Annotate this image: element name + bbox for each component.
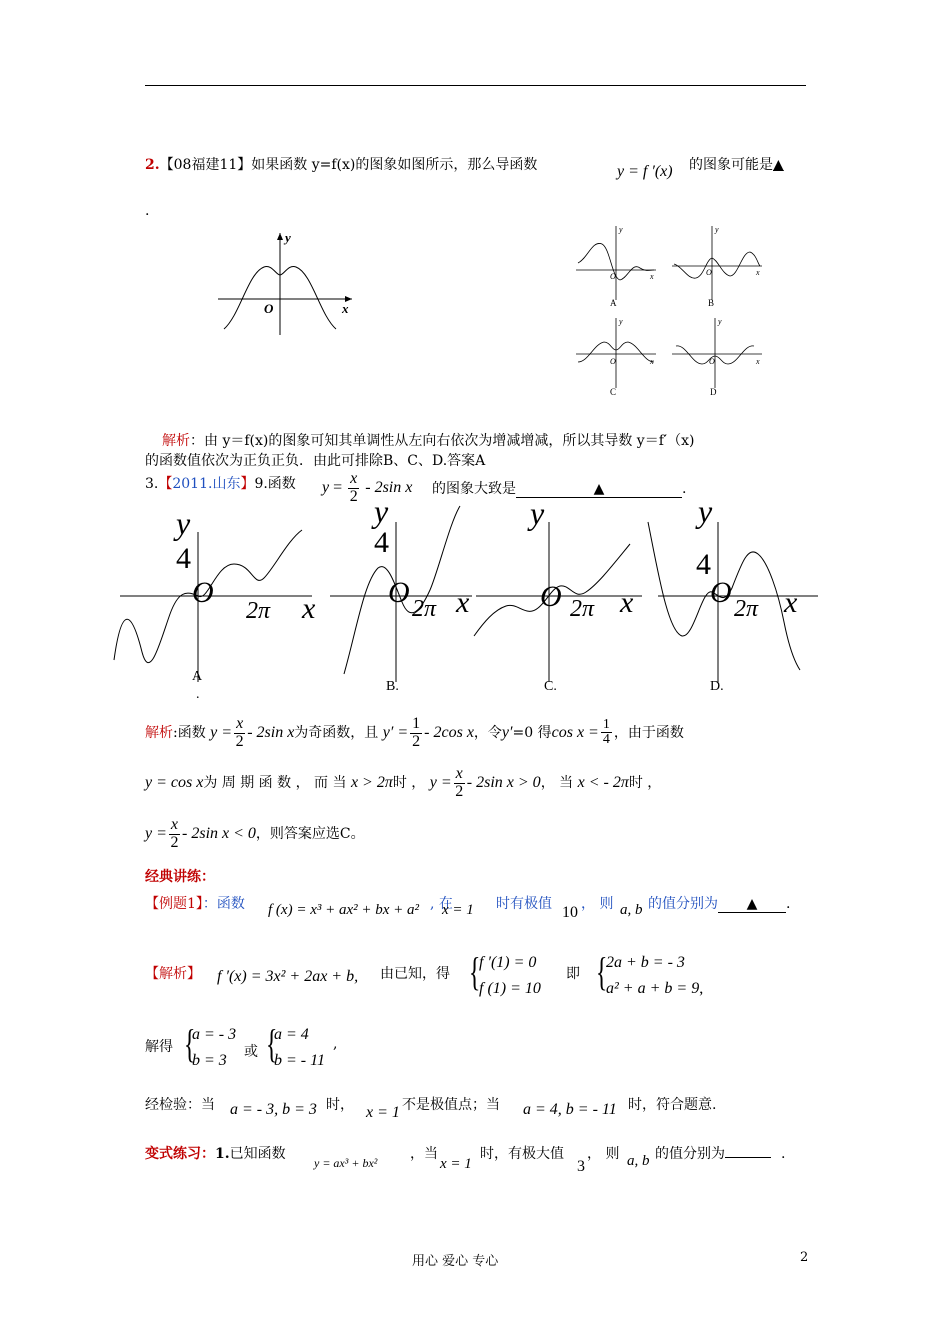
x-label: x [342, 301, 349, 316]
q3-period: . [682, 481, 687, 497]
ex1-ji: 即 [566, 966, 580, 982]
ex1-set2-brace: { [265, 1021, 278, 1066]
q3-l1-yprime0: y′ [501, 723, 513, 741]
q3-l1-deriv [382, 715, 474, 750]
option-b-x: x [756, 268, 760, 277]
y-label: y [285, 230, 291, 245]
q3-number: 3. [145, 476, 159, 492]
var-text3: 时，有极大值 [480, 1146, 564, 1162]
footer-center: 用心 爱心 专心 [412, 1254, 499, 1269]
ex1-set1-b: b = 3 [192, 1052, 227, 1069]
q2-main-graph [212, 225, 362, 340]
q3-graph-d [648, 493, 818, 694]
option-a-o: O [610, 272, 616, 281]
ex1-sys1-b: f (1) = 10 [479, 980, 541, 997]
q3-l2f: x < - 2π [577, 773, 629, 791]
ex1-comma2: , [333, 1036, 338, 1052]
q3-graphs [112, 492, 820, 712]
ex1-sys2-comma: , [699, 980, 704, 997]
q3-l1-frac-den: 2 [235, 732, 244, 750]
page-number: 2 [800, 1250, 809, 1265]
q3-l3-lt0: - 2sin x < 0 [182, 824, 256, 842]
q3-text2: 的图象大致是 [432, 481, 516, 497]
ex1-cond2: a = 4, b = - 11 [523, 1101, 617, 1118]
q3-a-four: 4 [176, 542, 191, 575]
q2-formula: y = f ′(x) [617, 163, 673, 180]
q3-l3-expr: y = $\frac{x}{2}$ - 2sin x < 0 [145, 816, 256, 851]
q3-l1-frac [234, 716, 245, 751]
ex1-sol-known: 由已知，得 [380, 966, 450, 982]
q3-a-2pi: 2π [246, 598, 271, 624]
q3-text1: 9.函数 [254, 476, 296, 492]
q3-l3-y: y [145, 824, 153, 842]
option-c-x: x [650, 357, 654, 366]
q3-a-y: y [176, 505, 191, 541]
q3-b-2pi: 2π [412, 596, 437, 622]
q3-l3-frac-num: x [170, 816, 179, 833]
option-c-o: O [610, 357, 616, 366]
q3-a-label: A [192, 669, 203, 684]
option-c-y: y [619, 317, 623, 326]
ex1-check3: 不是极值点；当 [402, 1097, 500, 1113]
q2-options-graphs [570, 218, 770, 398]
ex1-check4: 时，符合题意. [628, 1097, 717, 1113]
ex1-tag: 【例题1】 [145, 896, 203, 912]
ex1-sys2-a: 2a + b = - 3 [606, 954, 685, 971]
q3-l2-expr: y = $\frac{x}{2}$ - 2sin x > 0 [429, 765, 541, 800]
ex1-or: 或 [244, 1044, 258, 1060]
ex1-text5: 的值分别为 [648, 896, 718, 912]
q3-graph-c [474, 495, 642, 694]
ex1-triangle: ▲ [746, 896, 758, 912]
ex1-check1: 经检验：当 [145, 1097, 215, 1113]
q3-l2-frac-num: x [455, 765, 463, 782]
ex1-sys2-b-wrap [606, 980, 703, 998]
q3-analysis-line3 [145, 817, 365, 852]
q3-c-o: O [540, 580, 562, 613]
q3-l1a: :函数 [173, 724, 206, 741]
q3-l2a: y = cos x [145, 773, 204, 791]
ex1-ab: a, b [620, 902, 643, 918]
q3-l1-y: y [210, 723, 218, 741]
ex1-answer-blank [718, 896, 786, 913]
option-d-graph [672, 317, 762, 397]
q3-tag-text: 2011.山东 [172, 476, 241, 492]
ex1-sys1-a: f ′(1) = 0 [479, 954, 537, 971]
q3-a-o: O [192, 576, 214, 609]
q3-l1-frac2-num: 1 [412, 715, 421, 732]
q2-tag: 【08福建11】 [159, 157, 252, 173]
header-rule [145, 85, 806, 86]
q3-graph-b [330, 493, 472, 694]
q3-d-y: y [698, 493, 713, 529]
ex1-set1-brace: { [183, 1021, 196, 1066]
q3-l1b: 为奇函数，且 [294, 724, 379, 741]
q3-l2-gt0: - 2sin x > 0 [466, 773, 541, 791]
q3-l1-frac-num: x [236, 715, 244, 732]
q3-l3-frac-den: 2 [170, 833, 179, 851]
q2-analysis-line1 [162, 430, 694, 450]
q3-l3-frac [169, 817, 180, 852]
q3-l1-yprime: y′ = [382, 723, 409, 741]
var-text4: ， 则 [587, 1146, 620, 1162]
q3-eq: = [333, 478, 343, 496]
ex1-x1: x = 1 [442, 902, 474, 918]
option-a-graph [576, 225, 656, 308]
q3-l2-frac-den: 2 [455, 782, 464, 800]
q3-frac-num: x [350, 470, 358, 487]
q3-l1-frac3 [601, 718, 612, 748]
ex1-check-x1: x = 1 [366, 1104, 400, 1121]
q2-analysis-line2: 的函数值依次为正负正负．由此可排除B、C、D.答案A [145, 453, 486, 469]
q3-d-2pi: 2π [734, 596, 759, 622]
q2-text: 如果函数 y=f(x)的图象如图所示，那么导函数 [251, 157, 538, 173]
q3-analysis-line2 [145, 766, 661, 801]
ex1-line [145, 893, 245, 913]
q3-l1-frac3-num: 1 [602, 716, 610, 732]
q3-c-label: C. [544, 679, 557, 694]
var-label: 变式练习： [145, 1146, 215, 1162]
q3-a-dot: . [196, 687, 200, 702]
ex1-sys1-brace: { [468, 949, 481, 994]
q2-number: 2. [145, 157, 160, 173]
option-d-y: y [718, 317, 722, 326]
option-b-label: B [708, 298, 715, 308]
q3-l2g: 时 ， [628, 774, 662, 791]
y-axis-arrow [277, 233, 283, 240]
q3-graph-a [114, 505, 316, 702]
q2-answer-triangle: ▲ [773, 157, 784, 173]
option-b-graph [672, 225, 762, 308]
ex1-text4: ， 则 [581, 896, 614, 912]
ex1-sol-label: 【解析】 [145, 966, 201, 982]
q3-b-four: 4 [374, 526, 389, 559]
q3-b-o: O [388, 576, 410, 609]
var-text5-wrap [655, 1143, 785, 1163]
var-formula: y = ax³ + bx² [314, 1156, 378, 1170]
q3-l2-y: y [429, 773, 437, 791]
option-c-label: C [610, 387, 617, 397]
var-x1: x = 1 [440, 1156, 472, 1172]
q3-triangle: ▲ [593, 481, 605, 497]
origin-label: O [264, 301, 274, 316]
q3-rest: - 2sin x [365, 478, 413, 496]
q3-l2b: 为 周 期 函 数 ， 而 当 [203, 774, 347, 791]
ex1-sol-fprime: f ′(x) = 3x² + 2ax + b, [217, 968, 359, 985]
q3-d-x: x [784, 586, 798, 619]
q2-tail-text: 的图象可能是 [689, 157, 773, 173]
var-answer-blank [725, 1157, 771, 1158]
var-line [145, 1143, 286, 1163]
q3-c-x: x [620, 586, 634, 619]
q3-l1-frac3-den: 4 [602, 732, 610, 748]
ex1-formula: f (x) = x³ + ax² + bx + a² [268, 902, 420, 918]
q3-c-2pi: 2π [570, 596, 595, 622]
option-c-graph [576, 317, 656, 397]
q3-l1c: ，令 [473, 724, 502, 741]
ex1-set1-a: a = - 3 [192, 1026, 237, 1043]
ex1-set2-a: a = 4 [274, 1026, 309, 1043]
q2-tail [689, 154, 784, 174]
option-a-label: A [610, 298, 617, 308]
var-num: 1. [215, 1146, 230, 1162]
var-text2: ，当 [410, 1146, 438, 1162]
q3-b-y: y [374, 493, 389, 529]
q3-l1-frac2 [410, 716, 422, 751]
q3-y: y [322, 478, 330, 496]
q3-frac-den: 2 [349, 487, 358, 505]
var-three: 3 [577, 1158, 585, 1175]
option-d-label: D [710, 387, 717, 397]
ex1-check2: 时， [326, 1097, 354, 1113]
q3-b-x: x [456, 586, 470, 619]
option-b-y: y [715, 225, 719, 234]
q2-analysis-label: 解析 [162, 433, 190, 449]
q3-d-o: O [710, 576, 732, 609]
q3-tag: 【2011.山东】 [158, 476, 255, 492]
ex1-solve: 解得 [145, 1039, 173, 1055]
ex1-ten: 10 [562, 904, 578, 921]
q3-l1e: ，由于函数 [613, 724, 684, 741]
var-text1: 已知函数 [229, 1146, 286, 1162]
option-d-x: x [756, 357, 760, 366]
q2-line [145, 154, 537, 174]
option-a-x: x [650, 272, 654, 281]
q3-d-label: D. [710, 679, 724, 694]
q3-l1-frac2-den: 2 [412, 732, 421, 750]
q3-l2c: x > 2π [350, 773, 393, 791]
q3-l1d: =0 得 [512, 724, 552, 741]
q3-l3b: ，则答案应选C。 [255, 825, 365, 842]
q3-b-label: B. [386, 679, 399, 694]
ex1-text3: 时有极值 [496, 896, 552, 912]
q3-c-y: y [530, 495, 545, 531]
ex1-set2-b: b = - 11 [274, 1052, 325, 1069]
q3-l1-cosx: cos x = [551, 723, 599, 741]
ex1-cond1: a = - 3, b = 3 [230, 1101, 317, 1118]
ex1-sys2-brace: { [595, 949, 608, 994]
ex1-sys2-b: a² + a + b = 9 [606, 980, 700, 997]
option-a-y: y [619, 225, 623, 234]
q2-period: . [145, 203, 150, 219]
q3-l1-cos: - 2cos x [424, 723, 474, 741]
q3-a-x: x [302, 592, 316, 625]
q3-l1-expr: y = $\frac{x}{2}$ - 2sin x [210, 715, 295, 750]
ex1-text5-wrap [648, 893, 790, 913]
q3-analysis-line1 [145, 716, 684, 751]
option-d-o: O [709, 357, 715, 366]
q3-l2-frac [454, 766, 465, 801]
q2-analysis-text1: ：由 y＝f(x)的图象可知其单调性从左向右依次为增减增减，所以其导数 y＝f′（x) [190, 433, 695, 449]
ex1-text2: , 在 [430, 896, 453, 912]
q3-line [145, 473, 296, 493]
ex1-period: . [786, 896, 791, 912]
var-period: . [781, 1146, 786, 1162]
q3-l2e: ， 当 [540, 774, 574, 791]
ex1-text1: ：函数 [202, 896, 245, 912]
option-b-o: O [706, 268, 712, 277]
classic-title: 经典讲练： [145, 869, 215, 885]
q3-analysis-label: 解析 [145, 724, 173, 741]
var-text5: 的值分别为 [655, 1146, 725, 1162]
var-ab: a, b [627, 1153, 650, 1169]
q3-d-four: 4 [696, 548, 711, 581]
q3-l1-sin: - 2sin x [247, 723, 295, 741]
q3-l2d: 时 ， [392, 774, 426, 791]
